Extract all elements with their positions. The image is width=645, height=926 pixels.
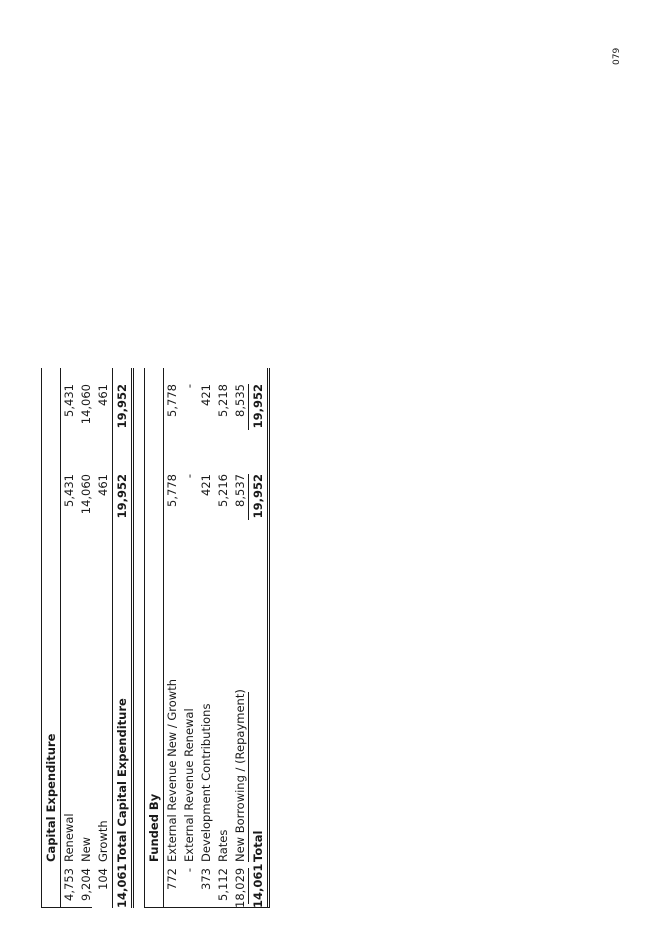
budget-value: 8,537: [233, 474, 247, 507]
budget-value: -: [182, 474, 196, 479]
budget-total: 19,952: [115, 474, 129, 519]
total-double-rule: [131, 368, 132, 908]
table-row: [60, 368, 78, 908]
forecast-value: 421: [199, 384, 213, 406]
prior-year-value: 5,112: [216, 868, 230, 901]
row-label: Renewal: [62, 813, 76, 862]
prior-year-value: 4,753: [62, 868, 76, 901]
total-row: [113, 368, 131, 908]
capital-expenditure-table: [40, 368, 272, 908]
prior-year-value: 9,204: [79, 868, 93, 901]
page-number: [610, 47, 624, 67]
page-number-text: 079: [612, 47, 622, 65]
row-label: New Borrowing / (Repayment): [233, 689, 247, 862]
budget-total: 19,952: [251, 474, 265, 519]
row-label: Rates: [216, 829, 230, 862]
total-label: Total: [251, 830, 265, 862]
row-label: Growth: [96, 820, 110, 862]
section-heading-row: [42, 368, 60, 908]
forecast-value: 461: [96, 384, 110, 406]
budget-value: 5,216: [216, 474, 230, 507]
table-row: [77, 368, 95, 908]
forecast-value: 5,218: [216, 384, 230, 417]
table-row: [94, 368, 112, 908]
forecast-value: 5,431: [62, 384, 76, 417]
row-label: New: [79, 836, 93, 862]
total-double-rule: [267, 368, 268, 908]
table-row: [214, 368, 232, 908]
budget-value: 5,431: [62, 474, 76, 507]
forecast-value: 8,535: [233, 384, 247, 417]
forecast-value: 14,060: [79, 384, 93, 425]
budget-value: 14,060: [79, 474, 93, 515]
table-row: [163, 368, 181, 908]
row-label: External Revenue Renewal: [182, 708, 196, 862]
prior-year-total: 14,061: [115, 863, 129, 908]
forecast-total: 19,952: [251, 384, 265, 429]
total-double-rule: [133, 368, 134, 908]
section-heading: Capital Expenditure: [44, 733, 58, 862]
row-label: External Revenue New / Growth: [165, 678, 179, 862]
total-label: Total Capital Expenditure: [115, 698, 129, 862]
total-row: [249, 368, 267, 908]
row-label: Development Contributions: [199, 703, 213, 862]
budget-value: 461: [96, 474, 110, 496]
prior-year-value: -: [182, 868, 196, 873]
table-row: [231, 368, 249, 908]
forecast-value: 5,778: [165, 384, 179, 417]
forecast-value: -: [182, 384, 196, 389]
prior-year-value: 104: [96, 868, 110, 890]
total-double-rule: [269, 368, 270, 908]
table-row: [180, 368, 198, 908]
prior-year-value: 373: [199, 868, 213, 890]
prior-year-value: 772: [165, 868, 179, 890]
budget-value: 5,778: [165, 474, 179, 507]
section-heading-row: [145, 368, 163, 908]
prior-year-value: 18,029: [233, 867, 247, 908]
section-heading: Funded By: [147, 793, 161, 862]
forecast-total: 19,952: [115, 384, 129, 429]
prior-year-total: 14,061: [251, 863, 265, 908]
table-row: [197, 368, 215, 908]
budget-value: 421: [199, 474, 213, 496]
